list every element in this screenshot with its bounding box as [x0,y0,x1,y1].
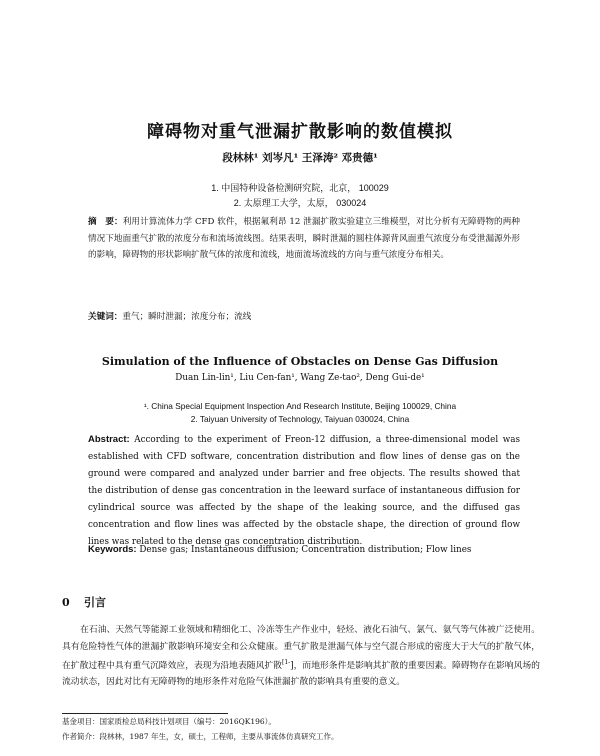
chinese-affiliation-1: 1. 中国特种设备检测研究院，北京， 100029 [211,183,389,193]
chinese-abstract [88,214,520,264]
english-abstract-label: Abstract: [88,434,130,445]
english-keywords-text: Dense gas; Instantaneous diffusion; Concentration distribution; Flow lines [139,545,472,555]
english-title: Simulation of the Influence of Obstacles on Dense Gas Diffusion [101,355,499,368]
introduction-paragraph [62,622,540,691]
chinese-keywords-label: 关键词： [88,312,123,322]
chinese-abstract-text: 利用计算流体力学 CFD 软件，根据氟利昂 12 泄漏扩散实验建立三维模型，对比分析有无障碍物的两种情况下地面重气扩散的浓度分布和流场流线图。结果表明，瞬时泄漏的圆柱体源背风面重气浓度分布受泄漏源外形的影响，障碍物的形状影响扩散气体的浓度和流线，地面流场流线的方向与重气浓度分布相关。 [88,217,520,260]
english-affiliation-1: ¹. China Special Equipment Inspection And Research Institute, Beijing 100029, China [143,401,457,411]
citation-reference[interactable]: [1- [281,659,291,666]
chinese-title: 障碍物对重气泄漏扩散影响的数值模拟 [147,122,453,142]
section-number: 0 [62,596,70,609]
chinese-authors: 段林林¹ 刘岑凡¹ 王泽涛² 邓贵德¹ [222,152,378,164]
english-abstract [88,431,520,551]
introduction-text-part-2: ]，而地形条件是影响其扩散的重要因素。障碍物存在影响风场的流动状态，因此对比有无障碍物的地形条件对危险气体泄漏扩散的影响具有重要的意义。 [62,660,540,688]
english-keywords [88,544,520,555]
chinese-abstract-label: 摘 要： [88,217,123,227]
english-affiliation-2: 2. Taiyuan University of Technology, Taiyuan 030024, China [190,414,410,424]
footnote-author-bio: 作者简介：段林林，1987 年生，女，硕士，工程师，主要从事流体仿真研究工作。 [62,732,339,741]
introduction-text-part-1: 在石油、天然气等能源工业领域和精细化工、冷冻等生产作业中，轻烃、液化石油气、氯气、氨气等气体被广泛使用。具有危险特性气体的泄漏扩散影响环境安全和公众健康。重气扩散是泄漏气体与空气混合形成的密度大于大气的扩散气体，在扩散过程中具有重气沉降效应，表现为沿地表随风扩散 [62,625,540,671]
chinese-affiliation-2: 2. 太原理工大学，太原， 030024 [233,198,367,208]
footnote-divider [62,713,228,714]
english-keywords-label: Keywords: [88,544,137,555]
english-authors: Duan Lin-lin¹, Liu Cen-fan¹, Wang Ze-tao², Deng Gui-de¹ [175,373,425,383]
section-title: 引言 [84,596,106,609]
chinese-keywords [88,310,520,322]
section-heading-introduction [62,594,106,610]
english-abstract-text: According to the experiment of Freon-12 diffusion, a three-dimensional model was established with CFD software, concentration distribution and flow lines of dense gas on the ground were compared and analyzed under barrier and free objects. The results showed that the distribution of dense gas concentration in the leeward surface of instantaneous diffusion for cylindrical source was affected by the shape of the leaking source, and the diffused gas concentration and flow lines was affected by the obstacle shape, the direction of ground flow lines was related to the dense gas concentration distribution. [88,435,520,547]
footnote-funding: 基金项目：国家质检总局科技计划项目（编号：2016QK196）。 [62,717,276,726]
chinese-keywords-text: 重气；瞬时泄漏；浓度分布；流线 [122,312,252,322]
